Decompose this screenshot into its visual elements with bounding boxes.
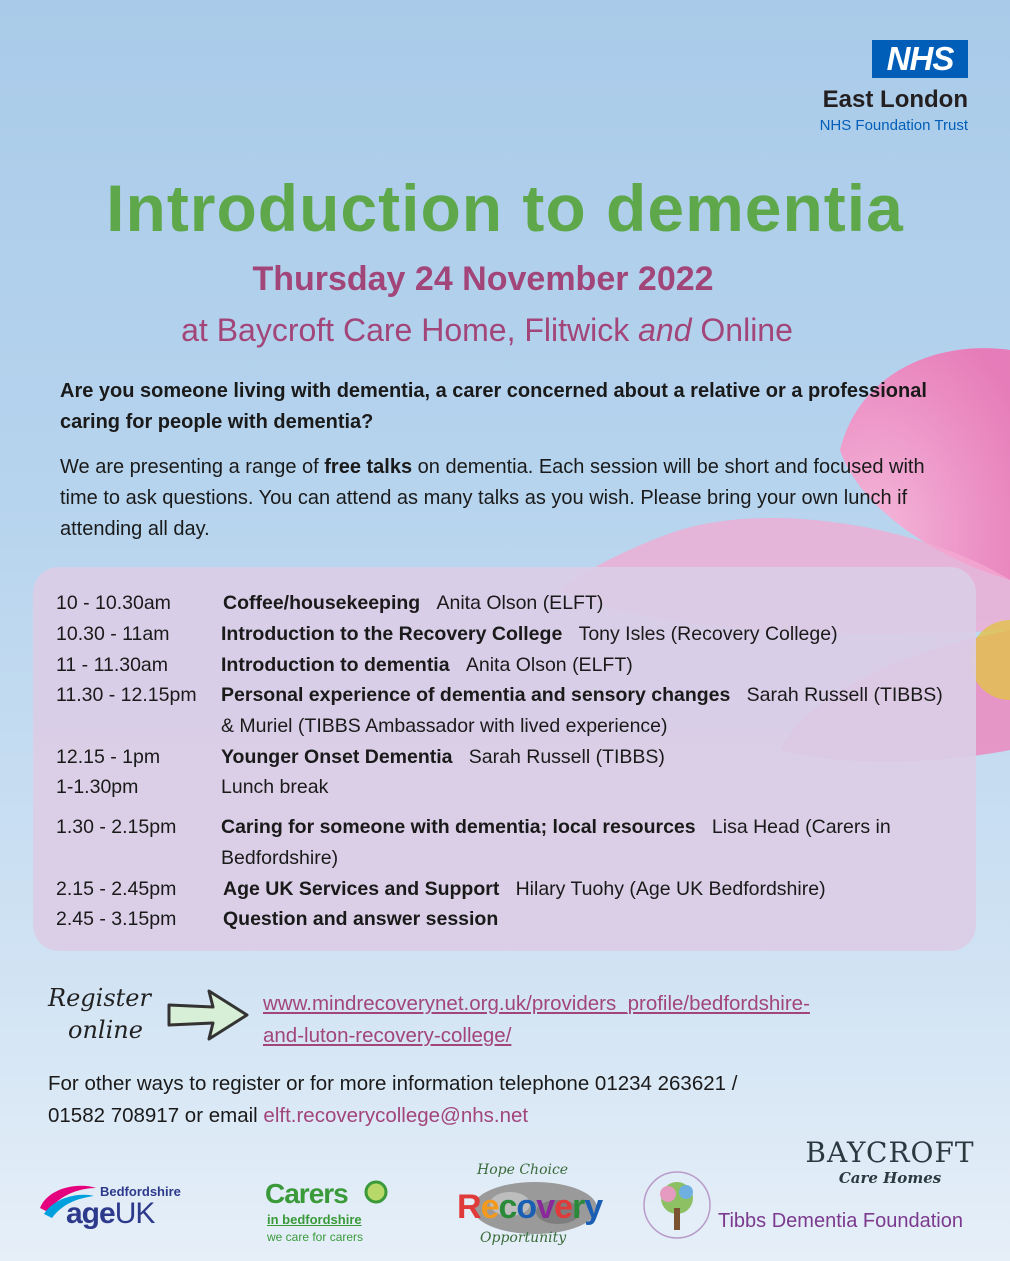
session-title: Introduction to the Recovery College bbox=[221, 623, 563, 645]
session-time: 1.30 - 2.15pm bbox=[56, 816, 177, 838]
session-title: Caring for someone with dementia; local resources bbox=[221, 816, 696, 838]
session-speaker: Lisa Head (Carers in Bedfordshire) bbox=[221, 816, 891, 869]
session-title: Age UK Services and Support bbox=[223, 878, 500, 900]
session-time: 11 - 11.30am bbox=[56, 654, 169, 676]
nhs-org-name: East London bbox=[822, 86, 968, 113]
contact-info: For other ways to register or for more information telephone 01234 263621 / 01582 708917 or email elft.recoverycollege@nhs.net bbox=[48, 1072, 738, 1127]
event-venue: at Baycroft Care Home, Flitwick and Online bbox=[181, 312, 793, 348]
session-title: Question and answer session bbox=[223, 908, 499, 930]
carers-in-bedfordshire-logo: Carers in bedfordshire we care for carers bbox=[265, 1178, 395, 1248]
nhs-trust-name: NHS Foundation Trust bbox=[819, 117, 968, 134]
session-speaker: Anita Olson (ELFT) bbox=[436, 592, 604, 614]
session-time: 10 - 10.30am bbox=[56, 592, 171, 614]
session-title: Younger Onset Dementia bbox=[221, 746, 453, 768]
right-arrow-icon bbox=[165, 985, 250, 1045]
session-time: 2.15 - 2.45pm bbox=[56, 878, 177, 900]
tibbs-tree-icon bbox=[642, 1170, 712, 1240]
session-speaker: Hilary Tuohy (Age UK Bedfordshire) bbox=[515, 878, 826, 900]
session-speaker: Anita Olson (ELFT) bbox=[465, 654, 633, 676]
session-time: 1-1.30pm bbox=[56, 776, 139, 798]
tibbs-foundation-name: Tibbs Dementia Foundation bbox=[718, 1210, 963, 1232]
event-date: Thursday 24 November 2022 bbox=[252, 260, 714, 298]
page-title: Introduction to dementia bbox=[106, 171, 904, 245]
session-time: 10.30 - 11am bbox=[56, 623, 170, 645]
session-title: Coffee/housekeeping bbox=[223, 592, 421, 614]
age-uk-logo: Bedfordshire ageUK bbox=[38, 1178, 208, 1238]
session-title: Introduction to dementia bbox=[221, 654, 450, 676]
contact-email-link[interactable]: elft.recoverycollege@nhs.net bbox=[263, 1104, 529, 1127]
baycroft-logo: BAYCROFT Care Homes bbox=[805, 1136, 975, 1187]
event-description: We are presenting a range of free talks on dementia. Each session will be short and focused with time to ask questions. You can attend as many talks as you wish. Please bring your own lunch if attending all day. bbox=[60, 456, 925, 540]
session-time: 11.30 - 12.15pm bbox=[56, 684, 197, 706]
session-time: 2.45 - 3.15pm bbox=[56, 908, 177, 930]
session-time: 12.15 - 1pm bbox=[56, 746, 161, 768]
session-speaker: Sarah Russell (TIBBS) bbox=[468, 746, 665, 768]
speech-bubble-icon bbox=[363, 1180, 389, 1206]
register-online-script: Register online bbox=[48, 984, 151, 1044]
session-speaker: Lunch break bbox=[221, 776, 329, 798]
registration-link[interactable]: www.mindrecoverynet.org.uk/providers_profile/bedfordshire- and-luton-recovery-college/ bbox=[263, 992, 810, 1047]
schedule-panel bbox=[33, 567, 976, 951]
session-speaker: Sarah Russell (TIBBS) & Muriel (TIBBS Ambassador with lived experience) bbox=[221, 684, 943, 737]
nhs-logo: NHS bbox=[872, 40, 968, 78]
session-speaker: Tony Isles (Recovery College) bbox=[578, 623, 838, 645]
intro-question: Are you someone living with dementia, a carer concerned about a relative or a professional caring for people with dementia? bbox=[60, 380, 927, 433]
recovery-college-logo: Hope Choice Recovery Opportunity bbox=[457, 1162, 603, 1246]
session-title: Personal experience of dementia and sensory changes bbox=[221, 684, 731, 706]
